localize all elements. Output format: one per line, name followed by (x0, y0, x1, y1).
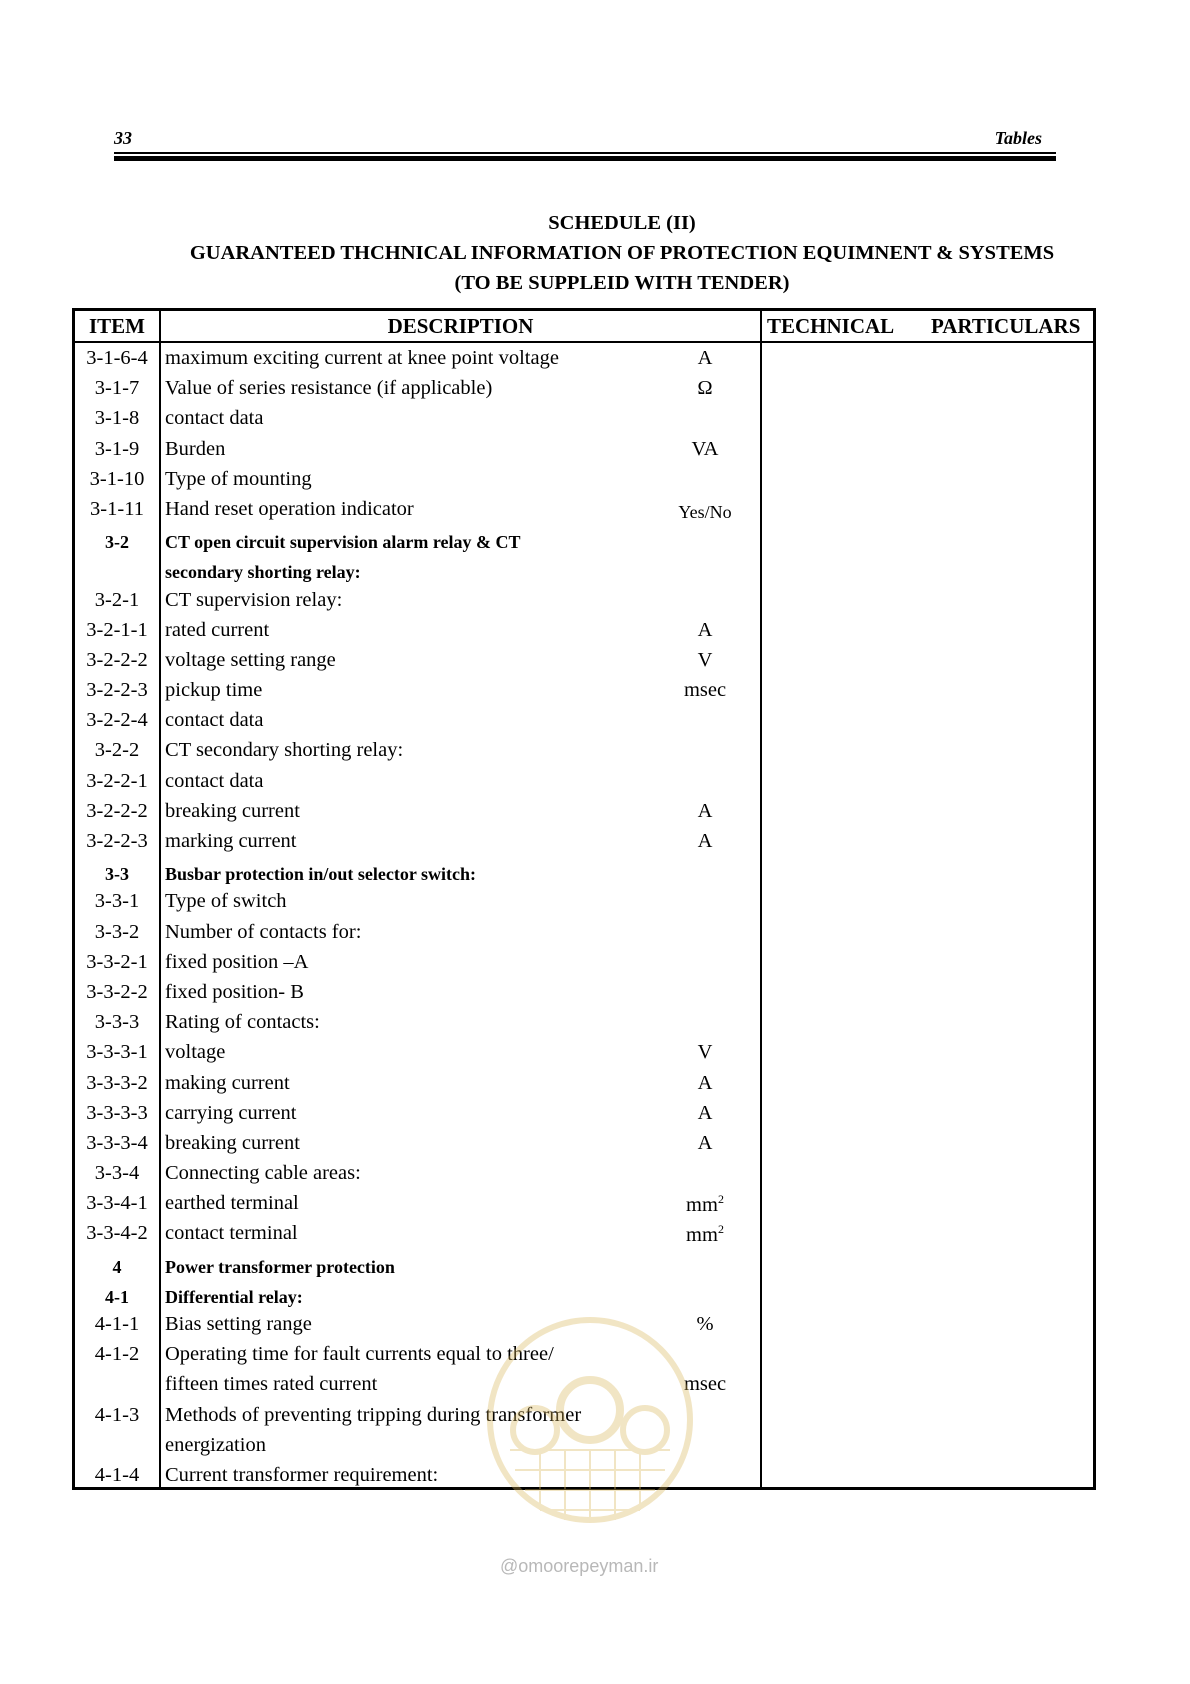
table-row (75, 434, 1093, 464)
page-header (114, 128, 1056, 158)
unit-text: A (697, 1131, 713, 1154)
item-number: 3-1-11 (90, 497, 144, 520)
item-unit (635, 1072, 775, 1095)
item-description: contact terminal (165, 1222, 298, 1245)
item-number: 4-1-3 (94, 1403, 140, 1426)
table-row (75, 886, 1093, 916)
item-number: 3-2-2-3 (86, 679, 148, 702)
item-number: 3-3 (105, 864, 129, 885)
item-description: Value of series resistance (if applicable) (165, 377, 493, 400)
item-unit (635, 502, 775, 523)
table-row (75, 735, 1093, 765)
item-number: 4 (112, 1256, 122, 1277)
table-row (75, 1037, 1093, 1067)
column-header-item: ITEM (88, 314, 145, 338)
table-row (75, 1218, 1093, 1248)
item-description: breaking current (165, 1131, 300, 1154)
item-description: Differential relay: (165, 1286, 303, 1307)
item-description: breaking current (165, 799, 300, 822)
item-description: Type of switch (165, 890, 287, 913)
title-line-2: GUARANTEED THCHNICAL INFORMATION OF PROTECTION EQUIMNENT & SYSTEMS (189, 242, 1055, 264)
table-row (75, 615, 1093, 645)
item-number: 3-3-2 (94, 920, 140, 943)
unit-text: A (697, 347, 713, 369)
unit-text: A (697, 1101, 713, 1124)
item-unit (635, 377, 775, 400)
item-number: 3-3-2-2 (86, 980, 148, 1003)
item-unit (635, 1102, 775, 1125)
item-description: earthed terminal (165, 1192, 299, 1215)
item-description: Operating time for fault currents equal to three/ (165, 1343, 554, 1366)
item-description: CT open circuit supervision alarm relay & CT (165, 532, 521, 553)
item-number: 3-1-6-4 (86, 347, 148, 369)
unit-superscript: 2 (717, 1222, 724, 1237)
table-row (75, 1098, 1093, 1128)
item-description: marking current (165, 830, 297, 852)
item-number: 4-1 (105, 1286, 129, 1307)
table-row (75, 524, 1093, 554)
item-number: 3-3-1 (94, 890, 140, 913)
unit-text: msec (683, 679, 727, 702)
item-number: 3-2 (105, 532, 129, 553)
item-description: fixed position- B (165, 980, 304, 1003)
column-header-description: DESCRIPTION (387, 314, 534, 338)
item-number: 3-3-3-3 (86, 1101, 148, 1124)
table-row (75, 343, 1093, 373)
item-description: energization (165, 1433, 266, 1456)
item-number: 3-3-4 (94, 1162, 140, 1185)
item-number: 4-1-2 (94, 1343, 140, 1366)
item-number: 3-3-4-2 (86, 1222, 148, 1245)
item-number: 4-1-4 (94, 1463, 140, 1486)
item-description: Methods of preventing tripping during transformer (165, 1403, 582, 1426)
item-number: 3-2-2 (94, 739, 140, 762)
item-unit (635, 800, 775, 823)
unit-text: A (697, 799, 713, 822)
column-header-technical: TECHNICAL (767, 314, 895, 338)
item-number: 3-2-2-2 (86, 799, 148, 822)
item-unit (635, 438, 775, 461)
unit-text: V (697, 1041, 713, 1064)
title-line-3: (TO BE SUPPLEID WITH TENDER) (454, 272, 790, 294)
table-row (75, 403, 1093, 433)
item-number: 4-1-1 (94, 1313, 140, 1335)
table-row (75, 1068, 1093, 1098)
item-description: rated current (165, 618, 270, 641)
unit-text: mm (686, 1194, 718, 1217)
unit-text: A (697, 618, 713, 641)
item-unit (635, 830, 775, 853)
item-number: 3-3-2-1 (86, 950, 148, 973)
table-row (75, 494, 1093, 524)
item-description: Bias setting range (165, 1313, 312, 1335)
item-description: Hand reset operation indicator (165, 497, 414, 520)
item-description: carrying current (165, 1101, 297, 1124)
title-line-1: SCHEDULE (II) (548, 212, 696, 234)
unit-text: Ω (697, 377, 713, 400)
item-number: 3-3-3-4 (86, 1131, 148, 1154)
item-description: Number of contacts for: (165, 920, 362, 943)
section-name: Tables (994, 128, 1042, 148)
item-description: voltage (165, 1041, 226, 1064)
item-number: 3-1-7 (94, 377, 140, 400)
item-description: making current (165, 1071, 290, 1094)
item-description: contact data (165, 769, 264, 792)
item-unit (635, 1222, 775, 1247)
watermark-text: @omoorepeyman.ir (500, 1556, 659, 1576)
table-row (75, 766, 1093, 796)
table-row (75, 1188, 1093, 1218)
item-description: Type of mounting (165, 467, 312, 490)
unit-text: % (696, 1313, 714, 1335)
table-row (75, 947, 1093, 977)
unit-text: V (697, 648, 713, 671)
unit-text: A (697, 830, 713, 852)
item-number: 3-1-9 (94, 437, 140, 460)
table-row (75, 554, 1093, 584)
table-row (75, 585, 1093, 615)
item-description: Busbar protection in/out selector switch: (165, 864, 476, 885)
table-row (75, 373, 1093, 403)
item-unit (635, 619, 775, 642)
item-unit (635, 1041, 775, 1064)
table-row (75, 675, 1093, 705)
item-number: 3-2-2-1 (86, 769, 148, 792)
item-description: secondary shorting relay: (165, 562, 361, 583)
table-row (75, 1007, 1093, 1037)
table-row (75, 826, 1093, 856)
item-number: 3-2-1 (94, 588, 140, 611)
table-row (75, 1128, 1093, 1158)
table-row (75, 917, 1093, 947)
item-description: Power transformer protection (165, 1256, 395, 1277)
item-description: Connecting cable areas: (165, 1162, 361, 1185)
unit-text: VA (691, 437, 719, 460)
item-unit (635, 347, 775, 370)
item-number: 3-3-3-2 (86, 1071, 148, 1094)
item-description: Burden (165, 437, 226, 460)
watermark-logo-icon (470, 1300, 710, 1550)
item-description: CT supervision relay: (165, 588, 343, 611)
item-unit (635, 679, 775, 702)
item-description: contact data (165, 709, 264, 732)
item-description: maximum exciting current at knee point voltage (165, 347, 559, 369)
item-unit (635, 1192, 775, 1217)
item-number: 3-2-2-2 (86, 648, 148, 671)
item-number: 3-1-10 (89, 467, 145, 490)
header-rule-thin (114, 152, 1056, 154)
item-number: 3-1-8 (94, 407, 140, 430)
item-description: fixed position –A (165, 950, 309, 973)
unit-superscript: 2 (717, 1192, 724, 1207)
item-number: 3-3-3-1 (86, 1041, 148, 1064)
item-description: voltage setting range (165, 648, 336, 671)
item-number: 3-2-2-4 (86, 709, 148, 732)
item-number: 3-3-3 (94, 1011, 140, 1034)
item-number: 3-2-2-3 (86, 830, 148, 852)
table-row (75, 645, 1093, 675)
item-unit (635, 1132, 775, 1155)
item-description: Current transformer requirement: (165, 1463, 439, 1486)
table-row (75, 1249, 1093, 1279)
item-description: CT secondary shorting relay: (165, 739, 404, 762)
page-number: 33 (114, 128, 132, 148)
table-row (75, 464, 1093, 494)
column-header-particulars: PARTICULARS (931, 314, 1081, 338)
table-row (75, 1158, 1093, 1188)
item-description: pickup time (165, 679, 263, 702)
item-unit (635, 649, 775, 672)
item-number: 3-2-1-1 (86, 618, 148, 641)
unit-text: msec (683, 1373, 727, 1396)
table-row (75, 977, 1093, 1007)
item-description: contact data (165, 407, 264, 430)
table-row (75, 796, 1093, 826)
item-description: Rating of contacts: (165, 1011, 320, 1034)
table-row (75, 856, 1093, 886)
item-number: 3-3-4-1 (86, 1192, 148, 1215)
item-description: fifteen times rated current (165, 1373, 378, 1396)
header-rule-thick (114, 156, 1056, 161)
table-row (75, 705, 1093, 735)
unit-text: mm (686, 1224, 718, 1247)
unit-text: A (697, 1071, 713, 1094)
unit-text: Yes/No (678, 501, 732, 522)
